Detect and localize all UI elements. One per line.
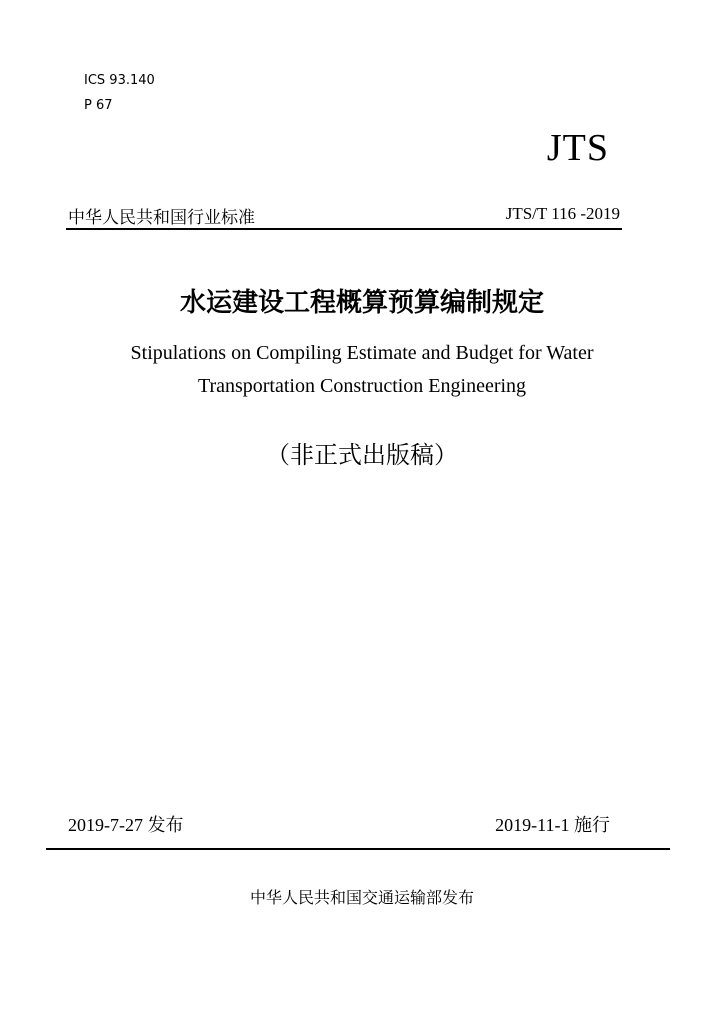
title-chinese: 水运建设工程概算预算编制规定	[179, 288, 544, 318]
jts-logo: JTS	[546, 127, 609, 169]
ics-code: ICS 93.140	[84, 73, 155, 88]
title-english-line1: Stipulations on Compiling Estimate and Budget for Water	[130, 342, 594, 364]
standard-category: 中华人民共和国行业标准	[68, 208, 255, 228]
issue-date: 2019-7-27 发布	[68, 815, 184, 835]
bottom-divider	[46, 848, 670, 850]
publisher: 中华人民共和国交通运输部发布	[249, 888, 474, 907]
p-code: P 67	[84, 98, 113, 113]
top-divider	[66, 228, 622, 230]
effective-date: 2019-11-1 施行	[495, 815, 610, 835]
draft-note: （非正式出版稿）	[266, 441, 458, 469]
standard-number: JTS/T 116 -2019	[505, 204, 620, 223]
title-english-line2: Transportation Construction Engineering	[197, 375, 527, 397]
